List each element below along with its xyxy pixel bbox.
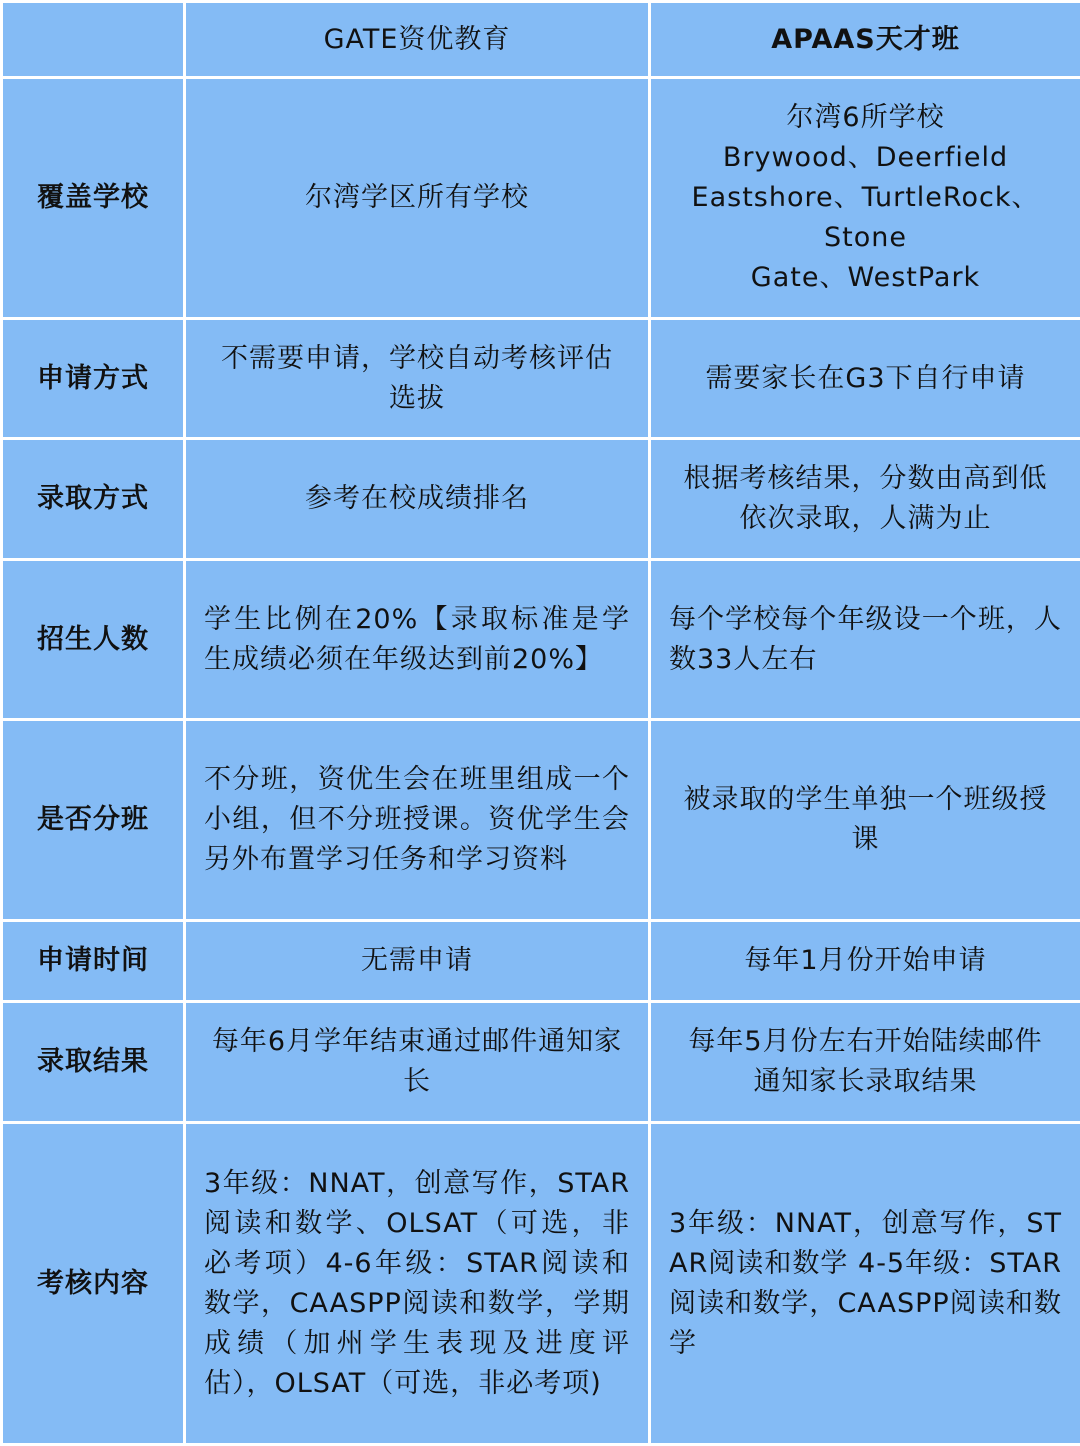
gate-cell: [185, 319, 650, 439]
gate-cell: 3年级：NNAT，创意写作，STAR阅读和数学、OLSAT（可选，非必考项）4-6年级：STAR阅读和数学，CAASPP阅读和数学，学期成绩（加州学生表现及进度评估），OLSAT（可选，非必考项): [185, 1123, 650, 1445]
text-line: 依次录取，人满为止: [665, 499, 1066, 539]
gate-cell: 不分班，资优生会在班里组成一个小组，但不分班授课。资优学生会另外布置学习任务和学习资料: [185, 720, 650, 921]
text-line: 课: [665, 820, 1066, 860]
text-line: 每年6月学年结束通过邮件通知家: [200, 1022, 634, 1062]
row-label: 是否分班: [2, 720, 185, 921]
apaas-cell: [650, 720, 1080, 921]
apaas-cell: 每个学校每个年级设一个班，人数33人左右: [650, 560, 1080, 720]
table-row: [2, 78, 1080, 319]
table-row: [2, 1123, 1080, 1445]
apaas-cell: [650, 439, 1080, 560]
row-label: 招生人数: [2, 560, 185, 720]
text-line: Eastshore、TurtleRock、: [665, 178, 1066, 218]
gate-cell: 学生比例在20%【录取标准是学生成绩必须在年级达到前20%】: [185, 560, 650, 720]
header-row: [2, 2, 1080, 78]
text-line: 尔湾6所学校: [665, 98, 1066, 138]
table-row: [2, 720, 1080, 921]
gate-cell: 尔湾学区所有学校: [185, 78, 650, 319]
header-gate: GATE资优教育: [185, 2, 650, 78]
apaas-cell: [650, 1002, 1080, 1123]
corner-cell: [2, 2, 185, 78]
row-label: 录取方式: [2, 439, 185, 560]
row-label: 申请方式: [2, 319, 185, 439]
row-label: 覆盖学校: [2, 78, 185, 319]
text-line: 被录取的学生单独一个班级授: [665, 780, 1066, 820]
gate-cell: [185, 1002, 650, 1123]
apaas-cell: 需要家长在G3下自行申请: [650, 319, 1080, 439]
text-line: 不需要申请，学校自动考核评估: [200, 339, 634, 379]
text-line: 选拔: [200, 379, 634, 419]
text-line: 根据考核结果，分数由高到低: [665, 459, 1066, 499]
gate-cell: 无需申请: [185, 921, 650, 1002]
text-line: 长: [200, 1062, 634, 1102]
table-row: [2, 319, 1080, 439]
text-line: Stone: [665, 218, 1066, 258]
header-apaas: APAAS天才班: [650, 2, 1080, 78]
table-row: [2, 921, 1080, 1002]
table-row: [2, 1002, 1080, 1123]
apaas-cell: 每年1月份开始申请: [650, 921, 1080, 1002]
text-line: Brywood、Deerfield: [665, 138, 1066, 178]
apaas-cell: [650, 78, 1080, 319]
text-line: 通知家长录取结果: [665, 1062, 1066, 1102]
row-label: 申请时间: [2, 921, 185, 1002]
apaas-cell: 3年级：NNAT，创意写作，STAR阅读和数学 4-5年级：STAR阅读和数学，CAASPP阅读和数学: [650, 1123, 1080, 1445]
table-row: [2, 439, 1080, 560]
table-row: [2, 560, 1080, 720]
row-label: 考核内容: [2, 1123, 185, 1445]
text-line: 每年5月份左右开始陆续邮件: [665, 1022, 1066, 1062]
text-line: Gate、WestPark: [665, 258, 1066, 298]
row-label: 录取结果: [2, 1002, 185, 1123]
gate-cell: 参考在校成绩排名: [185, 439, 650, 560]
